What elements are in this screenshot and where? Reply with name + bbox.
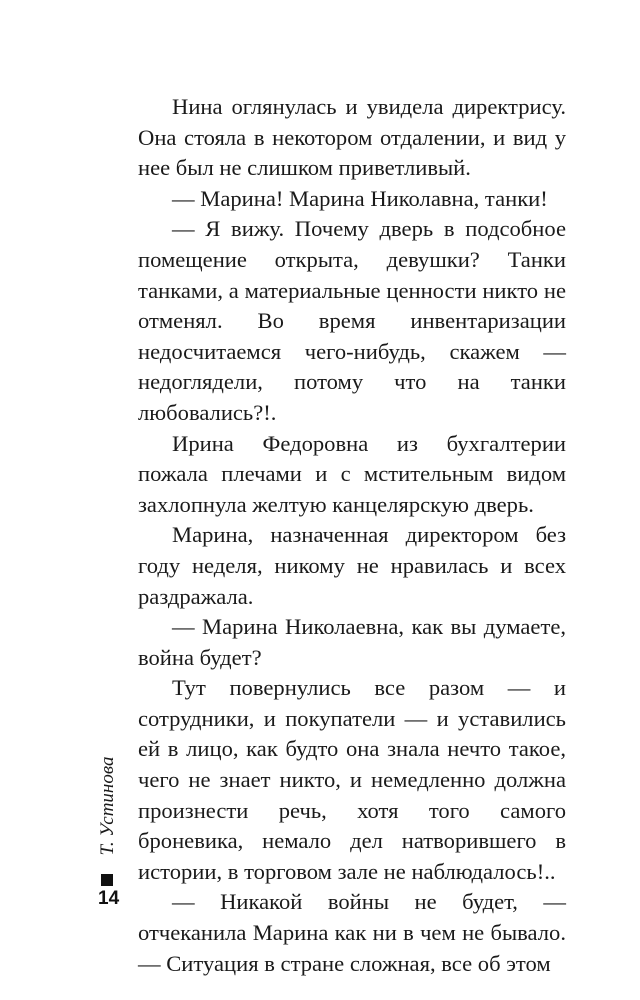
paragraph: Марина, назначенная директором без году неделя, никому не нравилась и всех раздражала. — [138, 522, 566, 609]
paragraph: — Марина! Марина Николавна, танки! — [172, 185, 548, 211]
paragraph: Тут повернулись все разом — и сотрудники, и покупатели — и уставились ей в лицо, как будто она знала нечто такое, чего не знает никто, и немедленно должна произнести речь, хотя того самого броневика, немало дел натворившего в истории, в торговом зале не наблюдалось!.. — [138, 675, 566, 884]
paragraph: — Никакой войны не будет, — отчеканила Марина как ни в чем не бывало. — Ситуация в стране сложная, все об этом — [138, 889, 566, 976]
author-name: Т. Устинова — [97, 756, 118, 856]
running-head — [95, 746, 121, 866]
paragraph: — Марина Николаевна, как вы думаете, война будет? — [138, 614, 566, 670]
book-text — [138, 92, 566, 979]
square-marker-icon — [101, 874, 113, 886]
paragraph: Нина оглянулась и увидела директрису. Она стояла в некотором отдалении, и вид у нее был не слишком приветливый. — [138, 94, 566, 181]
paragraph: Ирина Федоровна из бухгалтерии пожала плечами и с мстительным видом захлопнула желтую канцелярскую дверь. — [138, 430, 566, 517]
paragraph: — Я вижу. Почему дверь в подсобное помещение открыта, девушки? Танки танками, а материальные ценности никто не отменял. Во время инвентаризации недосчитаемся чего-нибудь, скажем — недоглядели, потому что на танки любовались?!. — [138, 216, 566, 425]
page-number: 14 — [98, 888, 120, 909]
